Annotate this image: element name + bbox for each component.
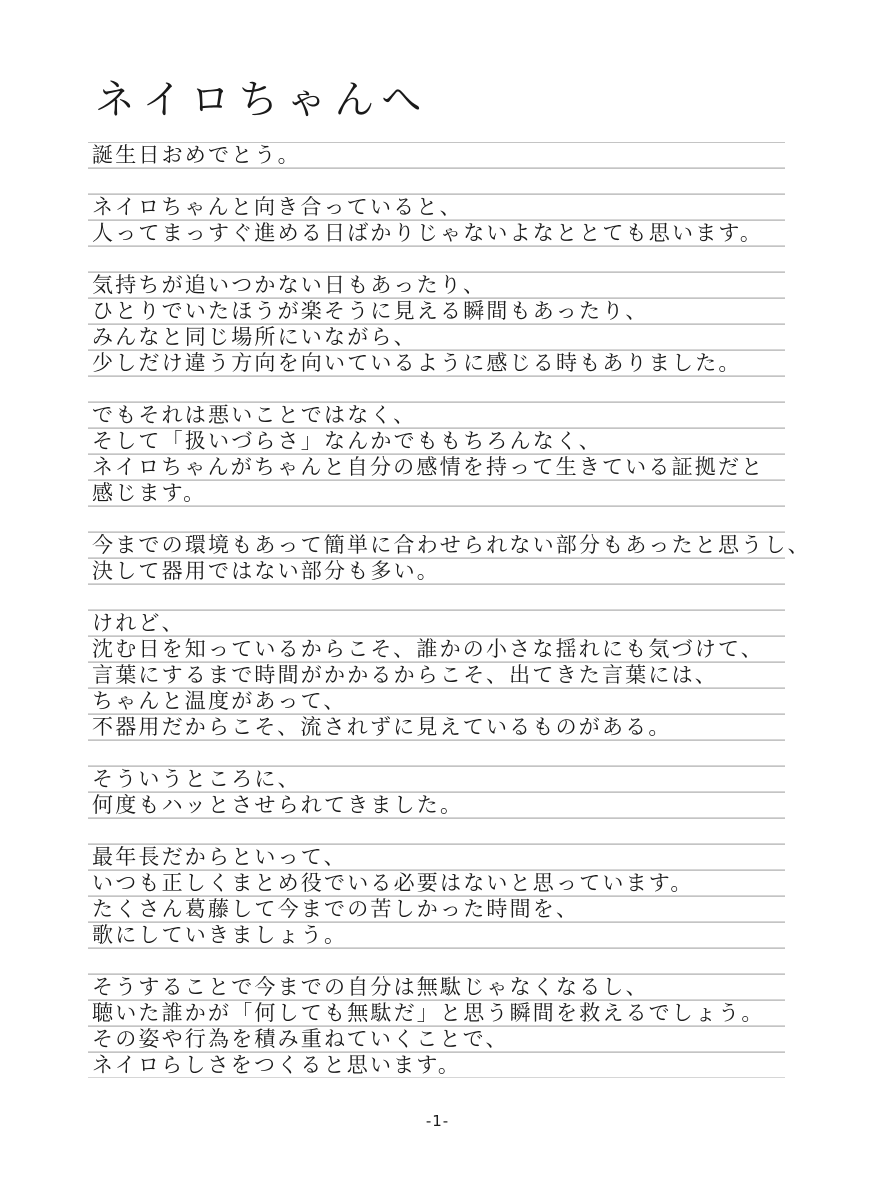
letter-line [88, 844, 785, 870]
letter-line [88, 974, 785, 1000]
letter-title: ネイロちゃんへ [95, 77, 430, 123]
letter-line [88, 480, 785, 506]
letter-line [88, 194, 785, 220]
letter-line [88, 506, 785, 532]
letter-line [88, 376, 785, 402]
letter-line [88, 272, 785, 298]
letter-line [88, 428, 785, 454]
letter-line-text: ひとりでいたほうが楽そうに見える瞬間もあったり、 [92, 299, 649, 323]
letter-line-text: ネイロらしさをつくると思います。 [92, 1053, 462, 1077]
letter-line [88, 636, 785, 662]
page-number: -1- [425, 1112, 450, 1130]
ruled-lines [88, 142, 811, 1078]
letter-line [88, 454, 785, 480]
letter-line [88, 610, 785, 636]
letter-line [88, 350, 785, 376]
letter-line [88, 662, 785, 688]
letter-line [88, 402, 785, 428]
letter-line-text: けれど、 [92, 611, 185, 635]
letter-line-text: 歌にしていきましょう。 [92, 923, 348, 947]
letter-line-text: そういうところに、 [92, 767, 301, 791]
letter-line-text: 少しだけ違う方向を向いているように感じる時もありました。 [92, 351, 742, 375]
letter-line-text: でもそれは悪いことではなく、 [92, 403, 417, 427]
letter-line [88, 792, 785, 818]
letter-line [88, 324, 785, 350]
letter-line [88, 168, 785, 194]
letter-line-text: 気持ちが追いつかない日もあったり、 [92, 273, 487, 297]
letter-line-text: そして「扱いづらさ」なんかでももちろんなく、 [92, 429, 602, 453]
letter-line-text: みんなと同じ場所にいながら、 [92, 325, 417, 349]
letter-line [88, 584, 785, 610]
letter-line-text: 何度もハッとさせられてきました。 [92, 793, 464, 817]
letter-line [88, 1000, 785, 1026]
letter-line [88, 818, 785, 844]
letter-line-text: 決して器用ではない部分も多い。 [92, 559, 440, 583]
letter-line [88, 688, 785, 714]
letter-line-text: 最年長だからといって、 [92, 845, 347, 869]
letter-line-text: 今までの環境もあって簡単に合わせられない部分もあったと思うし、 [92, 533, 811, 557]
letter-line [88, 558, 785, 584]
letter-line [88, 532, 811, 558]
letter-line-text: ちゃんと温度があって、 [92, 689, 347, 713]
letter-line-text: 言葉にするまで時間がかかるからこそ、出てきた言葉には、 [92, 663, 718, 687]
letter-line [88, 714, 785, 740]
letter-line [88, 922, 785, 948]
letter-line [88, 948, 785, 974]
letter-line [88, 896, 785, 922]
letter-line [88, 870, 785, 896]
letter-line-text: その姿や行為を積み重ねていくことで、 [92, 1027, 509, 1051]
letter-line-text: 人ってまっすぐ進める日ばかりじゃないよなととても思います。 [92, 221, 764, 245]
letter-line [88, 220, 785, 246]
letter-line-text: いつも正しくまとめ役でいる必要はないと思っています。 [92, 871, 694, 895]
letter-line [88, 1026, 785, 1052]
letter-line-text: たくさん葛藤して今までの苦しかった時間を、 [92, 897, 580, 921]
letter-line-text: 聴いた誰かが「何しても無駄だ」と思う瞬間を救えるでしょう。 [92, 1001, 765, 1025]
letter-line-text: そうすることで今までの自分は無駄じゃなくなるし、 [92, 975, 649, 999]
letter-line [88, 1052, 785, 1078]
letter-line [88, 740, 785, 766]
letter-line-text: 誕生日おめでとう。 [92, 143, 301, 167]
letter-line-text: 沈む日を知っているからこそ、誰かの小さな揺れにも気づけて、 [92, 637, 764, 661]
letter-line-text: 不器用だからこそ、流されずに見えているものがある。 [92, 715, 672, 739]
letter-line [88, 246, 785, 272]
letter-line-text: ネイロちゃんと向き合っていると、 [92, 195, 463, 219]
letter-line [88, 766, 785, 792]
letter-line [88, 298, 785, 324]
letter-line-text: 感じます。 [92, 481, 207, 505]
letter-line-text: ネイロちゃんがちゃんと自分の感情を持って生きている証拠だと [92, 455, 765, 479]
letter-line [88, 142, 785, 168]
